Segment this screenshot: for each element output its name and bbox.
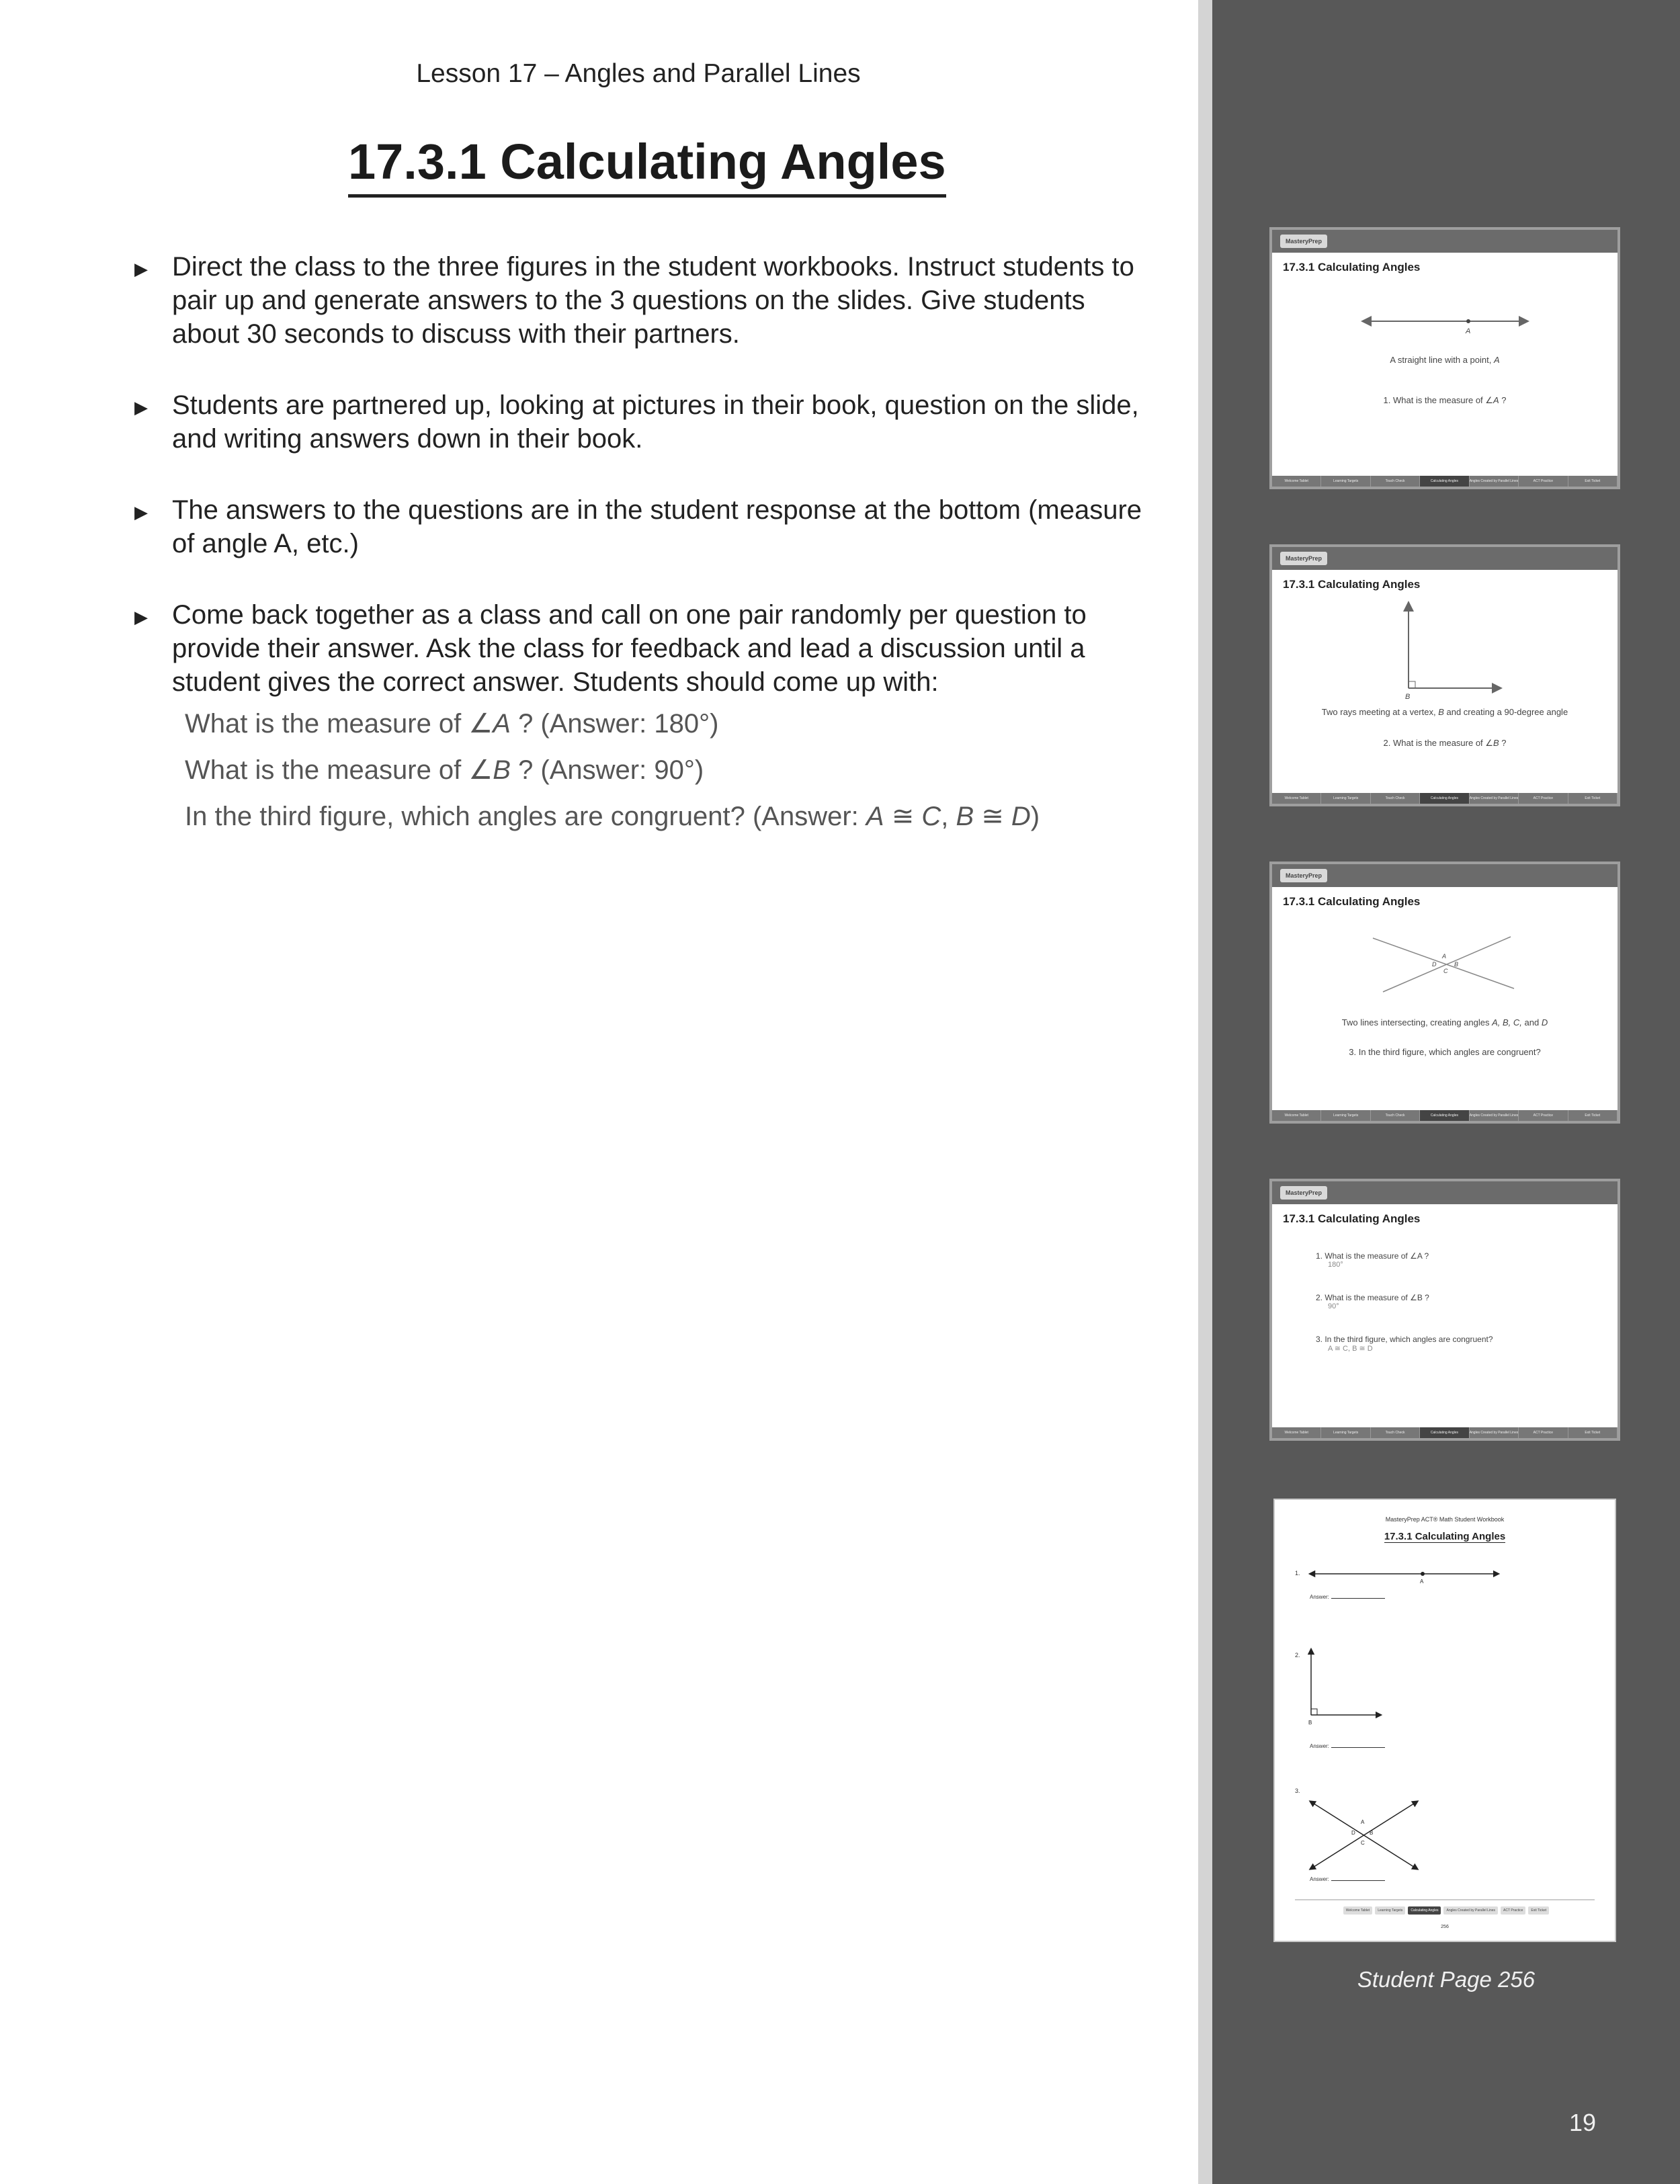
slide-header [1272, 1181, 1618, 1204]
workbook-answer-line: Answer: [1310, 1876, 1385, 1882]
bullet-triangle-icon: ▶ [134, 502, 148, 522]
bullet-triangle-icon: ▶ [134, 397, 148, 417]
svg-text:C: C [1361, 1840, 1365, 1846]
logo-icon: MasteryPrep [1280, 552, 1327, 565]
list-item [134, 493, 1142, 560]
bullet-triangle-icon: ▶ [134, 607, 148, 627]
slide-title: 17.3.1 Calculating Angles [1283, 895, 1421, 908]
workbook-figures [1275, 1500, 1615, 1941]
slide-question: 2. What is the measure of ∠B ? [1383, 738, 1507, 748]
bullet-triangle-icon: ▶ [134, 259, 148, 279]
slide-answer-3: 3. In the third figure, which angles are congruent? A ≅ C, B ≅ D [1316, 1335, 1493, 1353]
svg-text:A: A [1466, 327, 1471, 335]
workbook-page-number: 256 [1441, 1925, 1449, 1929]
workbook-answer-line: Answer: [1310, 1743, 1385, 1749]
workbook-item-number: 1. [1295, 1570, 1300, 1577]
list-item [134, 388, 1142, 456]
svg-text:A: A [1420, 1579, 1424, 1585]
slide-thumbnail-2 [1269, 544, 1620, 806]
svg-text:D: D [1432, 961, 1437, 968]
svg-text:A: A [1442, 953, 1447, 960]
list-item-text: Direct the class to the three figures in the student workbooks. Instruct students to pair up and generate answers to the 3 questions on the slides. Give students about 30 seconds to discuss with their partners. [172, 252, 1134, 349]
page-title: 17.3.1 Calculating Angles [348, 134, 946, 198]
svg-text:B: B [1405, 693, 1411, 701]
slide-thumbnail-4 [1269, 1179, 1620, 1441]
slide-thumbnail-1 [1269, 227, 1620, 489]
workbook-title: 17.3.1 Calculating Angles [1384, 1531, 1506, 1542]
intersecting-lines-figure [1272, 864, 1618, 1121]
instruction-list [134, 250, 1142, 737]
slide-answer-1: 1. What is the measure of ∠A ? 180° [1316, 1251, 1429, 1269]
list-item [134, 598, 1142, 699]
answer-line-2: What is the measure of ∠B ? (Answer: 90°) [185, 755, 704, 785]
slide-title: 17.3.1 Calculating Angles [1283, 578, 1421, 591]
slide-answer-2: 2. What is the measure of ∠B ? 90° [1316, 1293, 1429, 1310]
list-item [134, 250, 1142, 351]
svg-text:A: A [1361, 1819, 1365, 1825]
list-item-text: The answers to the questions are in the student response at the bottom (measure of angle A, etc.) [172, 495, 1142, 558]
slide-question: 3. In the third figure, which angles are congruent? [1349, 1047, 1541, 1057]
slide-caption: Two lines intersecting, creating angles A, B, C, and D [1341, 1017, 1548, 1027]
slide-nav-bar: Welcome Tablet Learning Targets Touch Check Calculating Angles Angles Created by Parallel Lines ACT Practice Exit Ticket [1272, 476, 1618, 487]
answer-line-3: In the third figure, which angles are congruent? (Answer: A ≅ C, B ≅ D) [185, 802, 1040, 831]
slide-title: 17.3.1 Calculating Angles [1283, 1212, 1421, 1225]
svg-text:C: C [1443, 968, 1448, 974]
lesson-header: Lesson 17 – Angles and Parallel Lines [416, 59, 861, 88]
slide-caption: A straight line with a point, A [1390, 355, 1500, 365]
slide-nav-bar: Welcome Tablet Learning Targets Touch Check Calculating Angles Angles Created by Parallel Lines ACT Practice Exit Ticket [1272, 793, 1618, 804]
answer-line-1: What is the measure of ∠A ? (Answer: 180°) [185, 709, 719, 739]
svg-text:B: B [1308, 1720, 1312, 1726]
expected-answers [185, 707, 1193, 846]
workbook-answer-line: Answer: [1310, 1594, 1385, 1600]
slide-thumbnail-3 [1269, 862, 1620, 1124]
logo-icon: MasteryPrep [1280, 1186, 1327, 1200]
workbook-nav-bar: Welcome Tablet Learning Targets Calculating Angles Angles Created by Parallel Lines ACT Practice Exit Ticket [1318, 1906, 1574, 1915]
slide-caption: Two rays meeting at a vertex, B and creating a 90-degree angle [1321, 707, 1568, 717]
page-number: 19 [1569, 2109, 1597, 2136]
slide-title: 17.3.1 Calculating Angles [1283, 261, 1421, 274]
sidebar-edge-strip [1198, 0, 1212, 2184]
svg-text:D: D [1351, 1830, 1355, 1836]
svg-text:B: B [1454, 961, 1459, 968]
right-angle-figure [1272, 547, 1618, 804]
workbook-page-thumbnail [1273, 1499, 1616, 1942]
workbook-header: MasteryPrep ACT® Math Student Workbook [1385, 1516, 1505, 1523]
list-item-text: Students are partnered up, looking at pictures in their book, question on the slide, and writing answers down in their book. [172, 390, 1139, 454]
workbook-item-number: 2. [1295, 1652, 1300, 1658]
student-page-caption: Student Page 256 [1357, 1967, 1536, 1992]
slide-nav-bar: Welcome Tablet Learning Targets Touch Check Calculating Angles Angles Created by Parallel Lines ACT Practice Exit Ticket [1272, 1427, 1618, 1438]
logo-icon: MasteryPrep [1280, 869, 1327, 882]
logo-icon: MasteryPrep [1280, 235, 1327, 248]
slide-nav-bar: Welcome Tablet Learning Targets Touch Check Calculating Angles Angles Created by Parallel Lines ACT Practice Exit Ticket [1272, 1110, 1618, 1121]
workbook-item-number: 3. [1295, 1788, 1300, 1794]
list-item-text: Come back together as a class and call on one pair randomly per question to provide their answer. Ask the class for feedback and lead a discussion until a student gives the correct answer. Students should come up with: [172, 600, 1087, 697]
svg-text:B: B [1370, 1830, 1374, 1836]
slide-question: 1. What is the measure of ∠A ? [1383, 395, 1507, 405]
